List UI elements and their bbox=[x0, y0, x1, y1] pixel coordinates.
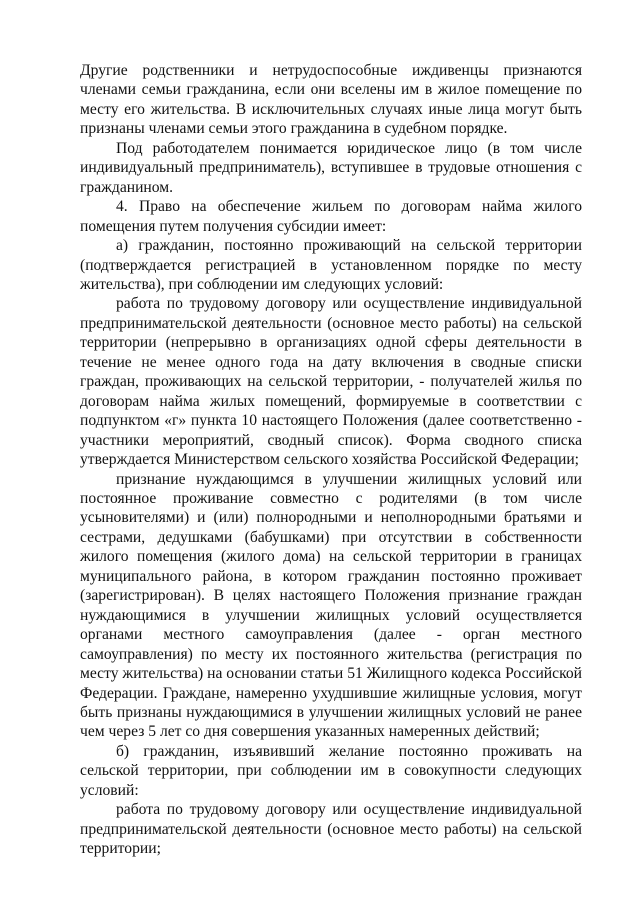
paragraph-employer-definition: Под работодателем понимается юридическое лицо (в том числе индивидуальный предприниматель), вступившее в трудовые отношения с гражданином. bbox=[80, 139, 582, 196]
paragraph-employment-condition-b: работа по трудовому договору или осуществление индивидуальной предпринимательской деятельности (основное место работы) на сельской территории; bbox=[80, 801, 582, 858]
paragraph-subitem-a: а) гражданин, постоянно проживающий на сельской территории (подтверждается регистрацией в установленном порядке по месту жительства), при соблюдении им следующих условий: bbox=[80, 237, 582, 293]
paragraph-employment-condition: работа по трудовому договору или осуществление индивидуальной предпринимательской деятельности (основное место работы) на сельской территории (непрерывно в организациях одной сферы деятельности в течение не менее одного года на дату включения в сводные списки граждан, проживающих на сельской территории, - получателей жилья по договорам найма жилых помещений, формируемые в соответствии с подпунктом «г» пункта 10 настоящего Положения (далее соответственно - участники мероприятий, сводный список). Форма сводного списка утверждается Министерством сельского хозяйства Российской Федерации; bbox=[80, 295, 582, 469]
paragraph-housing-need-condition: признание нуждающимся в улучшении жилищных условий или постоянное проживание совместно с родителями (в том числе усыновителями) и (или) полнородными и неполнородными братьями и сестрами, дедушками (бабушками) при отсутствии в собственности жилого помещения (жилого дома) на сельской территории в границах муниципального района, в котором гражданин постоянно проживает (зарегистрирован). В целях настоящего Положения признание граждан нуждающимися в улучшении жилищных условий осуществляется органами местного самоуправления (далее - орган местного самоуправления) по месту их постоянного жительства (регистрация по месту жительства) на основании статьи 51 Жилищного кодекса Российской Федерации. Граждане, намеренно ухудшившие жилищные условия, могут быть признаны нуждающимися в улучшении жилищных условий не ранее чем через 5 лет со дня совершения указанных намеренных действий; bbox=[80, 470, 582, 741]
document-body bbox=[80, 61, 582, 859]
paragraph-subitem-b: б) гражданин, изъявивший желание постоянно проживать на сельской территории, при соблюдении им в совокупности следующих условий: bbox=[80, 742, 582, 799]
paragraph-item-4: 4. Право на обеспечение жильем по договорам найма жилого помещения путем получения субсидии имеет: bbox=[80, 198, 582, 235]
paragraph-family-members: Другие родственники и нетрудоспособные иждивенцы признаются членами семьи гражданина, если они вселены им в жилое помещение по месту его жительства. В исключительных случаях иные лица могут быть признаны членами семьи этого гражданина в судебном порядке. bbox=[80, 62, 582, 138]
